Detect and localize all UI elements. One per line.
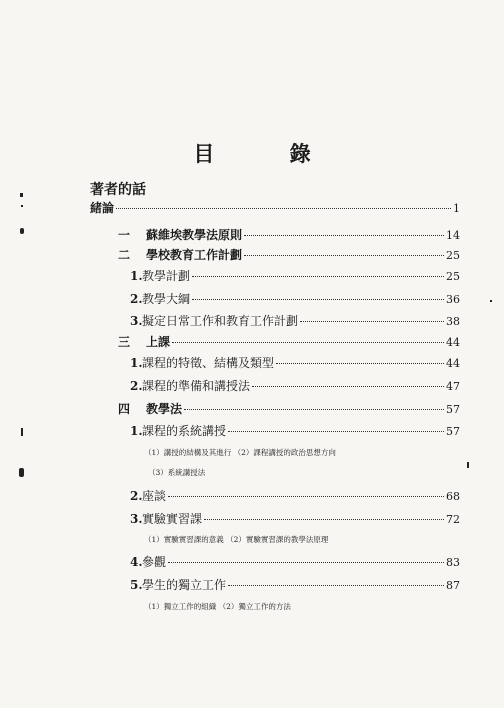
toc-number: 二 — [118, 248, 131, 262]
toc-entry-chapter-4[interactable] — [118, 400, 460, 418]
toc-label: 課程的系統講授 — [142, 424, 227, 438]
dot-leader — [192, 299, 444, 300]
dot-leader — [228, 585, 444, 586]
toc-page-number: 57 — [446, 425, 460, 438]
dot-leader — [244, 235, 444, 236]
toc-number: 2. — [130, 489, 143, 503]
toc-number: 1. — [130, 269, 143, 283]
toc-label: 實驗實習課 — [142, 512, 203, 526]
dot-leader — [276, 363, 444, 364]
toc-label: 上課 — [146, 335, 171, 349]
toc-label: 教學法 — [146, 402, 183, 416]
scan-speck — [490, 300, 492, 302]
toc-label: 參觀 — [142, 555, 167, 569]
toc-number: 1. — [130, 356, 143, 370]
toc-entry-chapter-2[interactable] — [118, 246, 460, 264]
toc-page-number: 14 — [446, 229, 460, 242]
dot-leader — [172, 342, 444, 343]
dot-leader — [168, 496, 444, 497]
dot-leader — [204, 519, 444, 520]
dot-leader — [244, 255, 444, 256]
toc-page-number: 25 — [446, 249, 460, 262]
page-title: 目 錄 — [193, 141, 345, 166]
toc-page-number: 57 — [446, 403, 460, 416]
toc-entry-4-2[interactable] — [130, 487, 460, 505]
toc-page-number: 47 — [446, 380, 460, 393]
toc-entry-2-3[interactable] — [130, 312, 460, 330]
toc-page-number: 36 — [446, 293, 460, 306]
toc-page-number: 1 — [453, 202, 460, 215]
toc-entry-chapter-3[interactable] — [118, 333, 460, 351]
dot-leader — [252, 386, 444, 387]
toc-label: 課程的準備和講授法 — [142, 379, 251, 393]
toc-entry-4-3[interactable] — [130, 510, 460, 528]
toc-entry-4-1[interactable] — [130, 422, 460, 440]
toc-label: 教學大綱 — [142, 292, 191, 306]
toc-label: 緒論 — [90, 201, 115, 215]
scan-speck — [20, 228, 24, 234]
toc-number: 4. — [130, 555, 143, 569]
toc-entry-2-2[interactable] — [130, 290, 460, 308]
toc-label: 學校教育工作計劃 — [146, 248, 243, 262]
dot-leader — [300, 321, 444, 322]
dot-leader — [168, 562, 444, 563]
toc-entry-introduction[interactable] — [90, 199, 460, 217]
toc-page-number: 87 — [446, 579, 460, 592]
toc-number: 2. — [130, 292, 143, 306]
toc-entry-3-1[interactable] — [130, 354, 460, 372]
toc-page-number: 44 — [446, 336, 460, 349]
toc-number: 5. — [130, 578, 143, 592]
toc-entry-chapter-1[interactable] — [118, 226, 460, 244]
toc-page-number: 68 — [446, 490, 460, 503]
scan-speck — [467, 462, 469, 468]
scan-speck — [21, 205, 23, 207]
toc-subitems: （1）獨立工作的組織 （2）獨立工作的方法 — [144, 602, 291, 611]
toc-number: 四 — [118, 402, 131, 416]
toc-label: 課程的特徵、結構及類型 — [142, 356, 275, 370]
scan-speck — [21, 428, 23, 436]
toc-label: 學生的獨立工作 — [142, 578, 227, 592]
toc-number: 3. — [130, 512, 143, 526]
toc-number: 1. — [130, 424, 143, 438]
scan-speck — [19, 468, 24, 477]
toc-page-number: 38 — [446, 315, 460, 328]
toc-label: 擬定日常工作和教育工作計劃 — [142, 314, 299, 328]
preface-heading: 著者的話 — [90, 182, 146, 198]
dot-leader — [192, 276, 444, 277]
toc-entry-4-5[interactable] — [130, 576, 460, 594]
dot-leader — [184, 409, 444, 410]
scan-speck — [20, 193, 23, 197]
dot-leader — [116, 208, 451, 209]
toc-label: 座談 — [142, 489, 167, 503]
toc-subitems: （3）系統講授法 — [148, 468, 206, 477]
toc-page-number: 25 — [446, 270, 460, 283]
toc-subitems: （1）實驗實習課的意義 （2）實驗實習課的教學法原理 — [144, 535, 329, 544]
dot-leader — [228, 431, 444, 432]
toc-number: 一 — [118, 228, 131, 242]
toc-subitems: （1）講授的結構及其進行 （2）課程講授的政治思想方向 — [144, 448, 336, 457]
toc-entry-2-1[interactable] — [130, 267, 460, 285]
toc-entry-3-2[interactable] — [130, 377, 460, 395]
toc-entry-4-4[interactable] — [130, 553, 460, 571]
toc-page-number: 83 — [446, 556, 460, 569]
toc-label: 教學計劃 — [142, 269, 191, 283]
toc-number: 3. — [130, 314, 143, 328]
toc-page-number: 72 — [446, 513, 460, 526]
toc-number: 2. — [130, 379, 143, 393]
toc-page-number: 44 — [446, 357, 460, 370]
toc-number: 三 — [118, 335, 131, 349]
toc-label: 蘇維埃教學法原則 — [146, 228, 243, 242]
